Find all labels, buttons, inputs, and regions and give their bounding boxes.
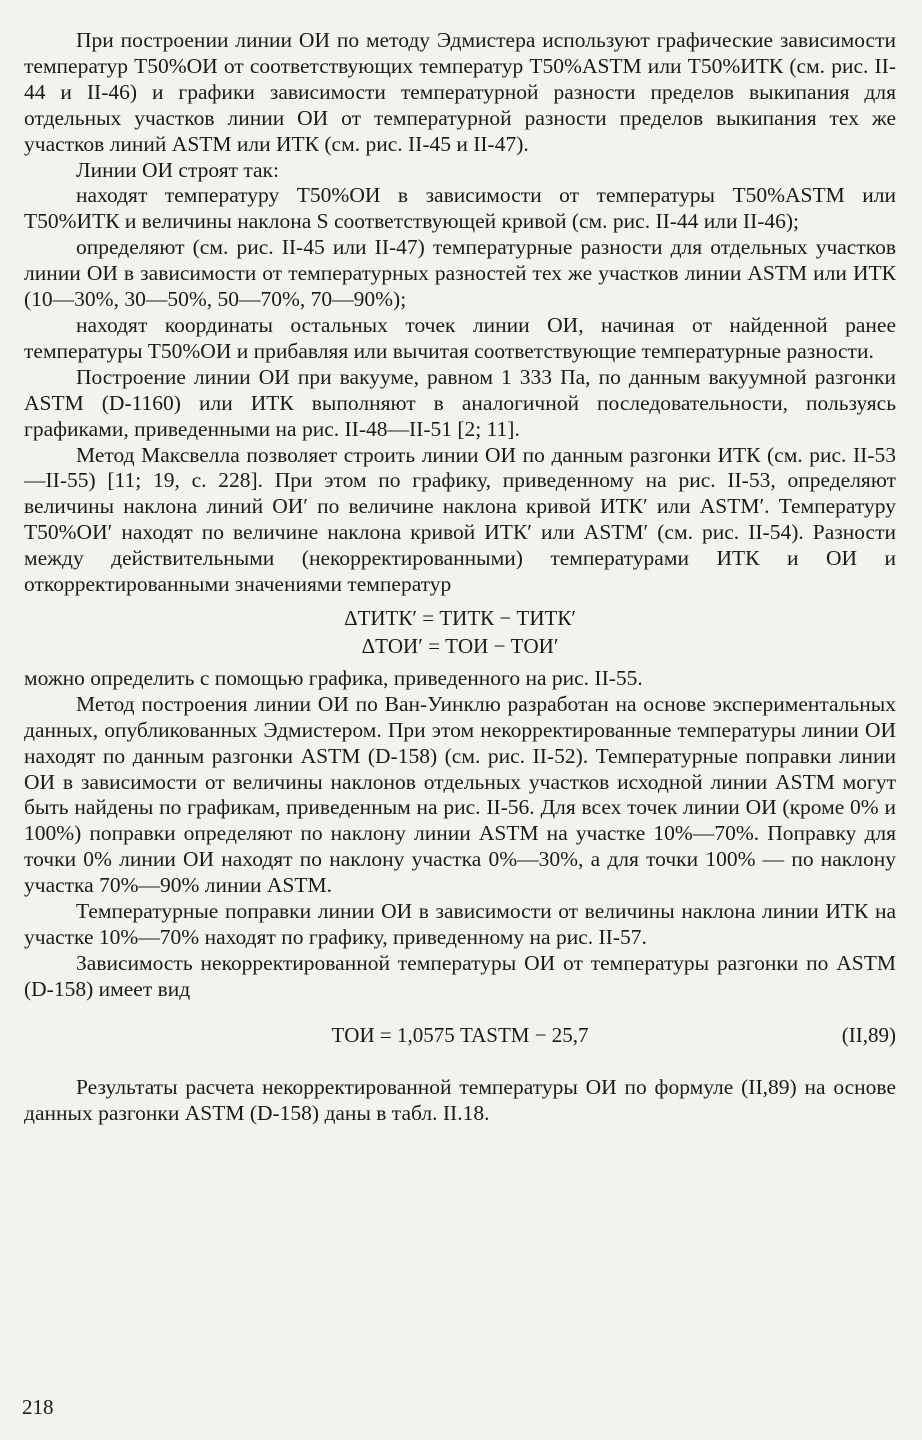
paragraph-results: Результаты расчета некорректированной температуры ОИ по формуле (II,89) на основе данных разгонки ASTM (D-158) даны в табл. II.18. (24, 1074, 896, 1125)
equation-number: (II,89) (841, 1022, 896, 1047)
paragraph-dependency: Зависимость некорректированной температуры ОИ от температуры разгонки по ASTM (D-158) имеет вид (24, 950, 896, 1001)
paragraph-construction-steps: Линии ОИ строят так: (76, 157, 279, 182)
equation-row (24, 1011, 896, 1063)
paragraph-step-3: находят координаты остальных точек линии ОИ, начиная от найденной ранее температуры T50%ОИ и прибавляя или вычитая соответствующие температурные разности. (24, 312, 896, 363)
formula-block (24, 604, 896, 660)
paragraph-vacuum: Построение линии ОИ при вакууме, равном 1 333 Па, по данным вакуумной разгонки ASTM (D-1160) или ИТК выполняют в аналогичной последовательности, пользуясь графиками, приведенными на рис. II-48—II-51 [2; 11]. (24, 364, 896, 441)
paragraph-maxwell: Метод Максвелла позволяет строить линии ОИ по данным разгонки ИТК (см. рис. II-53—II-55) [11; 19, с. 228]. При этом по графику, приведенному на рис. II-53, определяют величины наклона линий ОИ′ по величине наклона кривой ИТК′ или ASTM′. Температуру T50%ОИ′ находят по величине наклона кривой ИТК′ или ASTM′ (см. рис. II-54). Разности между действительными (некорректированными) температурами ИТК и ОИ и откорректированными значениями температур (24, 442, 896, 597)
paragraph-van-winkle: Метод построения линии ОИ по Ван-Уинклю разработан на основе экспериментальных данных, опубликованных Эдмистером. При этом некорректированные температуры линии ОИ находят по данным разгонки ASTM (D-158) (см. рис. II-52). Температурные поправки линии ОИ в зависимости от величины наклонов отдельных участков исходной линии ASTM могут быть найдены по графикам, приведенным на рис. II-56. Для всех точек линии ОИ (кроме 0% и 100%) поправки определяют по наклону линии ASTM на участке 10%—70%. Поправку для точки 0% линии ОИ находят по наклону участка 0%—30%, а для точки 100% — по наклону участка 70%—90% линии ASTM. (24, 691, 896, 898)
paragraph-edmister-intro: При построении линии ОИ по методу Эдмистера используют графические зависимости температур T50%ОИ от соответствующих температур T50%ASTM или T50%ИТК (см. рис. II-44 и II-46) и графики зависимости температурной разности пределов выкипания для отдельных участков линии ОИ от температурной разности пределов выкипания тех же участков линий ASTM или ИТК (см. рис. II-45 и II-47). (24, 28, 896, 156)
paragraph-graph-ref: можно определить с помощью графика, приведенного на рис. II-55. (24, 665, 643, 690)
formula-itk: ΔTИТК′ = TИТК − TИТК′ (344, 605, 576, 630)
page-number: 218 (22, 1395, 54, 1419)
equation-formula: TОИ = 1,0575 TASTM − 25,7 (331, 1022, 589, 1047)
paragraph-step-2: определяют (см. рис. II-45 или II-47) температурные разности для отдельных участков линии ОИ в зависимости от температурных разностей тех же участков линии ASTM или ИТК (10—30%, 30—50%, 50—70%, 70—90%); (24, 235, 896, 312)
formula-oi: ΔTОИ′ = TОИ − TОИ′ (361, 633, 559, 658)
page-body (24, 28, 896, 1127)
paragraph-itk-corrections: Температурные поправки линии ОИ в зависимости от величины наклона линии ИТК на участке 10%—70% находят по графику, приведенному на рис. II-57. (24, 899, 896, 949)
paragraph-step-1: находят температуру T50%ОИ в зависимости от температуры T50%ASTM или T50%ИТК и величины наклона S соответствующей кривой (см. рис. II-44 или II-46); (24, 183, 896, 234)
